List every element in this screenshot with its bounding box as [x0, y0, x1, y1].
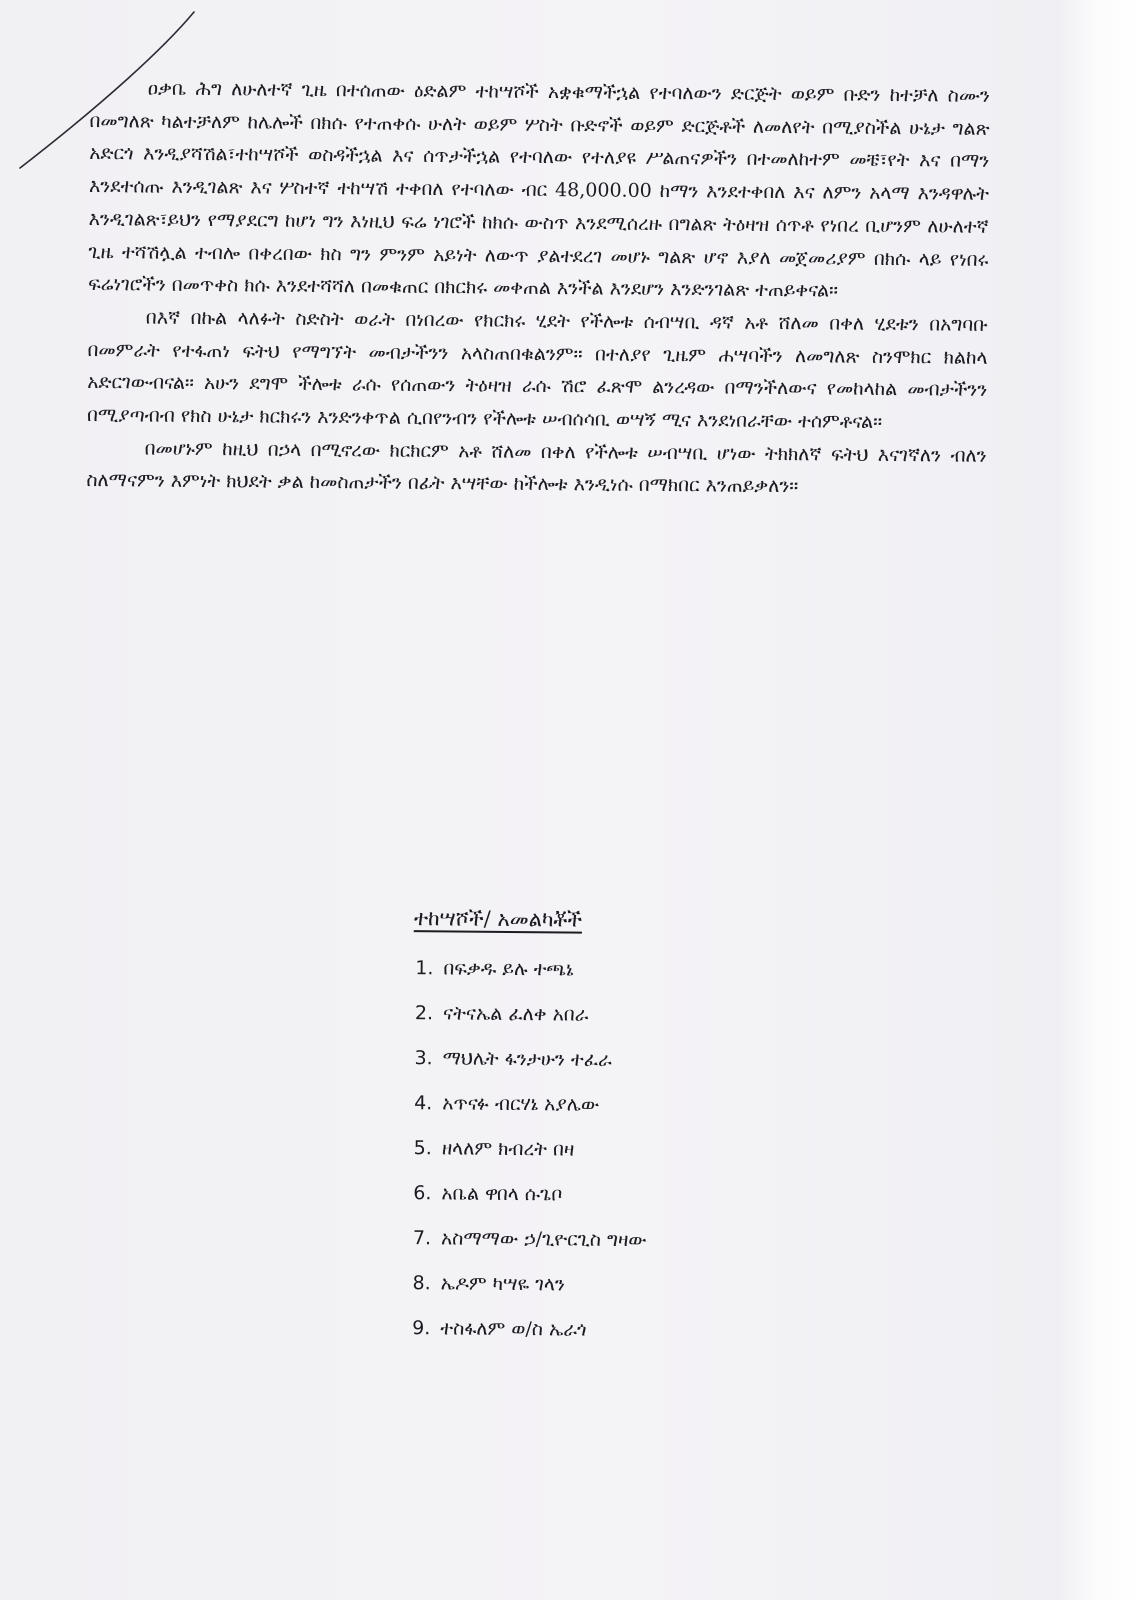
signatories-block: [396, 904, 820, 1355]
signatory-number: 8.: [412, 1272, 431, 1295]
paragraph-presiding-judge-complaint: በእኛ በኩል ላለፉት ስድስት ወራት በነበረው የክርክሩ ሂደት የችሎቱ ሰብሣቢ ዳኛ አቶ ሸለመ በቀለ ሂደቱን በአግባቡ በመምራት የተፋጠነ ፍትህ የማግኘት መብታችንን አላስጠበቁልንም፡፡ በተለያየ ጊዜም ሐሣባችን ለመግለጽ ስንሞክር ክልከላ አድርገውብናል፡፡ አሁን ደግሞ ችሎቱ ራሱ የሰጠውን ትዕዛዝ ራሱ ሽሮ ፈጽሞ ልንረዳው በማንችለውና የመከላከል መብታችንን በሚያጣብብ የክስ ሁኔታ ክርክሩን እንድንቀጥል ሲበየንብን የችሎቱ ሠብሰሳቢ ወሣኝ ሚና እንደነበራቸው ተሰምቶናል፡፡: [86, 306, 988, 433]
signatory-name: ናትናኤል ፈለቀ አበራ: [442, 1002, 589, 1026]
signatories-title: ተከሣሾች/ አመልካቾች: [413, 906, 583, 932]
signatory-item: [397, 1216, 817, 1265]
signatory-name: ማህሌት ፋንታሁን ተፈራ: [442, 1047, 612, 1071]
signatory-number: 7.: [412, 1227, 432, 1250]
signatory-item: [399, 991, 819, 1040]
signatory-number: 4.: [414, 1092, 433, 1115]
signatory-item: [396, 1306, 816, 1355]
signatory-number: 2.: [414, 1002, 434, 1025]
signatory-name: ዘላለም ክብረት በዛ: [441, 1137, 575, 1161]
signatory-number: 5.: [413, 1137, 432, 1160]
signatory-item: [397, 1171, 817, 1220]
signatories-list: [396, 946, 820, 1355]
signatory-item: [398, 1126, 818, 1175]
signatory-name: ኤዶም ካሣዬ ገላን: [440, 1272, 565, 1296]
signatory-number: 1.: [415, 957, 434, 980]
signatory-item: [399, 946, 819, 995]
signatory-number: 6.: [413, 1182, 432, 1205]
signatory-name: አስማማው ኃ/ጊዮርጊስ ግዛው: [440, 1227, 647, 1252]
letter-body: [86, 72, 990, 505]
signatory-name: አቤል ዋበላ ሱጌቦ: [441, 1182, 563, 1206]
signatory-number: 9.: [412, 1317, 431, 1340]
signatory-name: በፍቃዱ ይሉ ተጫኔ: [443, 957, 574, 981]
signatory-number: 3.: [414, 1047, 433, 1070]
signatory-item: [398, 1081, 818, 1130]
paragraph-recusal-request: በመሆኑም ከዚህ በኃላ በሚኖረው ክርክርም አቶ ሸለመ በቀለ የችሎቱ ሠብሣቢ ሆነው ትክክለኛ ፍትህ እናገኛለን ብለን ስለማናምን እምነት ክህደት ቃል ከመስጠታችን በፊት እሣቸው ከችሎቱ እንዲነሱ በማክበር እንጠይቃለን፡፡: [86, 437, 987, 498]
signatory-name: ተስፋለም ወ/ስ ኤራጎ: [440, 1317, 587, 1341]
signatory-item: [396, 1261, 816, 1310]
paragraph-prosecution-amendment: ዐቃቤ ሕግ ለሁለተኛ ጊዜ በተሰጠው ዕድልም ተከሣሾች አቋቁማችኋል የተባለውን ድርጅት ወይም ቡድን ከተቻለ ስሙን በመግለጽ ካልተቻለም ከሌሎች በክሱ የተጠቀሱ ሁለት ወይም ሦስት ቡድኖች ወይም ድርጅቶች ለመለየት በሚያስችል ሁኔታ ግልጽ አድርጎ እንዲያሻሽል፣ተከሣሾች ወስዳችኋል እና ሰጥታችኋል የተባለው የተለያዩ ሥልጠናዎችን በተመለከተም መቼ፣የት እና በማን እንደተሰጡ እንዲገልጽ እና ሦስተኛ ተከሣሽ ተቀበለ የተባለው ብር 48,000.00 ከማን እንደተቀበለ እና ለምን አላማ እንዳዋሉት እንዲገልጽ፣ይህን የማያደርግ ከሆነ ግን እነዚህ ፍሬ ነገሮች ከክሱ ውስጥ እንደሚሰረዙ በግልጽ ትዕዛዝ ሰጥቶ የነበረ ቢሆንም ለሁለተኛ ጊዜ ተሻሽሏል ተብሎ በቀረበው ክስ ግን ምንም አይነት ለውጥ ያልተደረገ መሆኑ ግልጽ ሆኖ እያለ መጀመሪያም በክሱ ላይ የነበሩ ፍሬነገሮችን በመጥቀስ ክሱ እንደተሻሻለ በመቁጠር በክርክሩ መቀጠል እንችል እንደሆን እንድንገልጽ ተጠይቀናል፡፡: [88, 77, 990, 302]
signatory-name: አጥናፉ ብርሃኔ አያሌው: [442, 1092, 600, 1116]
signatory-item: [398, 1036, 818, 1085]
